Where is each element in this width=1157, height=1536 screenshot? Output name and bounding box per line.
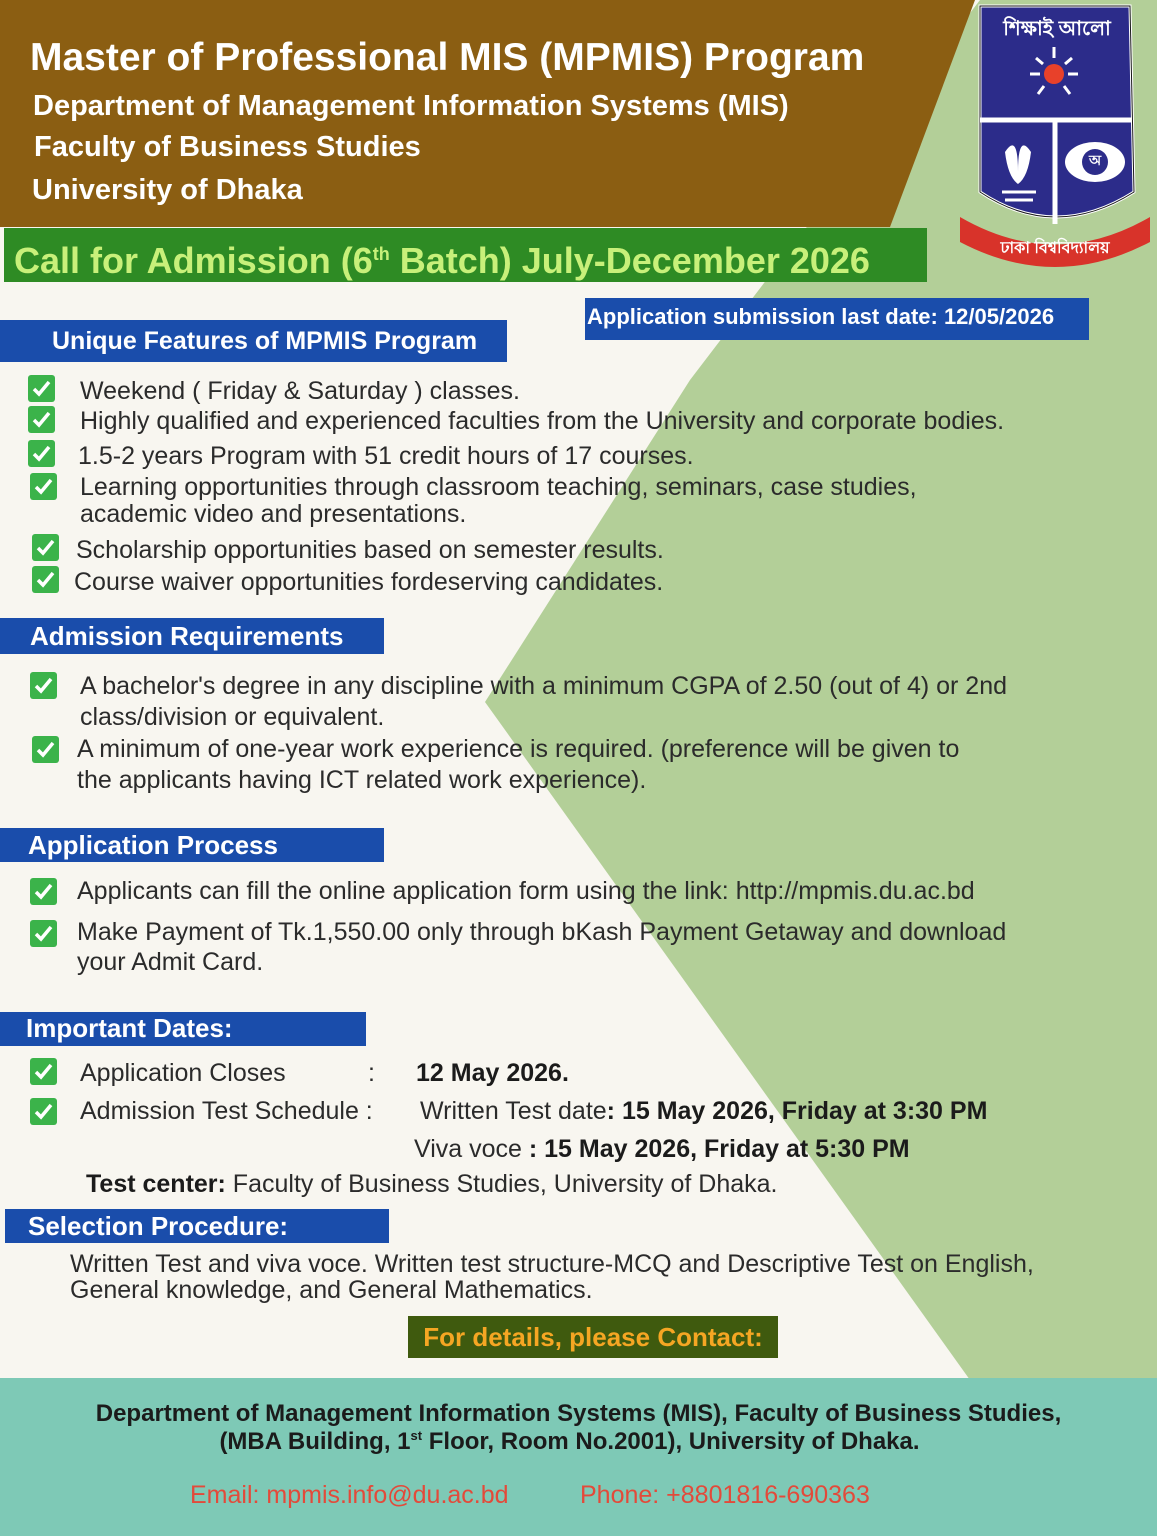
feature-item: 1.5-2 years Program with 51 credit hours of 17 courses. xyxy=(78,442,694,470)
address-part-a: (MBA Building, 1 xyxy=(219,1428,411,1455)
feature-item: Learning opportunities through classroom teaching, seminars, case studies, xyxy=(80,473,917,501)
test-center-label: Test center: xyxy=(86,1170,226,1198)
process-heading: Application Process xyxy=(0,828,384,862)
contact-email: Email: mpmis.info@du.ac.bd xyxy=(190,1481,509,1509)
requirement-item-continued: the applicants having ICT related work experience). xyxy=(77,766,647,794)
banner-prefix: Call for Admission (6 xyxy=(14,240,373,281)
test-center-line xyxy=(86,1169,777,1200)
requirement-item: A bachelor's degree in any discipline with a minimum CGPA of 2.50 (out of 4) or 2nd xyxy=(80,672,1008,700)
dates-heading: Important Dates: xyxy=(0,1012,366,1046)
closes-colon: : xyxy=(368,1059,375,1087)
test-center-value: Faculty of Business Studies, University of Dhaka. xyxy=(225,1170,778,1198)
check-icon xyxy=(32,566,59,593)
feature-item: Highly qualified and experienced faculties from the University and corporate bodies. xyxy=(80,407,1005,435)
admission-banner xyxy=(4,228,927,282)
test-schedule-label: Admission Test Schedule : xyxy=(80,1097,373,1125)
viva-date: : 15 May 2026, Friday at 5:30 PM xyxy=(521,1135,910,1163)
logo-motto: শিক্ষাই আলো xyxy=(1003,18,1111,40)
check-icon xyxy=(30,920,57,947)
contact-phone: Phone: +8801816-690363 xyxy=(580,1481,870,1509)
process-item: Make Payment of Tk.1,550.00 only through bKash Payment Getaway and download xyxy=(77,918,1007,946)
program-title: Master of Professional MIS (MPMIS) Program xyxy=(30,36,865,79)
written-test-label: Written Test date xyxy=(420,1097,607,1125)
check-icon xyxy=(30,1058,57,1085)
check-icon xyxy=(32,736,59,763)
check-icon xyxy=(30,473,57,500)
viva-label: Viva voce xyxy=(414,1135,522,1163)
feature-item: Scholarship opportunities based on semester results. xyxy=(76,536,664,564)
check-icon xyxy=(30,878,57,905)
viva-line xyxy=(414,1134,910,1165)
footer-address-line-1: Department of Management Information Systems (MIS), Faculty of Business Studies, xyxy=(95,1400,1062,1427)
university-logo xyxy=(950,2,1157,270)
feature-item: Course waiver opportunities fordeserving candidates. xyxy=(74,568,664,596)
check-icon xyxy=(30,672,57,699)
check-icon xyxy=(32,534,59,561)
contact-heading: For details, please Contact: xyxy=(408,1316,778,1358)
logo-letter: অ xyxy=(1088,152,1102,168)
feature-item-continued: academic video and presentations. xyxy=(80,500,467,528)
footer-address-line-2 xyxy=(0,1428,1139,1456)
check-icon xyxy=(28,440,55,467)
selection-text-line-2: General knowledge, and General Mathematics. xyxy=(70,1276,593,1304)
department-name: Department of Management Information Systems (MIS) xyxy=(33,90,789,122)
university-name: University of Dhaka xyxy=(32,174,303,206)
check-icon xyxy=(28,375,55,402)
address-sup: st xyxy=(410,1428,423,1443)
logo-ribbon-text: ঢাকা বিশ্ববিদ্যালয় xyxy=(1000,240,1110,257)
check-icon xyxy=(30,1098,57,1125)
banner-suffix: Batch) July-December 2026 xyxy=(389,240,870,281)
requirement-item: A minimum of one-year work experience is required. (preference will be given to xyxy=(77,735,960,763)
requirement-item-continued: class/division or equivalent. xyxy=(80,703,385,731)
requirements-heading: Admission Requirements xyxy=(0,618,384,654)
written-test-line xyxy=(420,1096,987,1127)
closes-date: 12 May 2026. xyxy=(416,1059,569,1087)
check-icon xyxy=(28,406,55,433)
faculty-name: Faculty of Business Studies xyxy=(34,131,421,163)
selection-text-line-1: Written Test and viva voce. Written test structure-MCQ and Descriptive Test on English, xyxy=(70,1250,1034,1278)
selection-heading: Selection Procedure: xyxy=(5,1209,389,1243)
deadline-badge: Application submission last date: 12/05/2026 xyxy=(585,298,1089,340)
written-test-date: : 15 May 2026, Friday at 3:30 PM xyxy=(606,1097,988,1125)
banner-sup: th xyxy=(372,244,390,264)
closes-label: Application Closes xyxy=(80,1059,286,1087)
process-item: Applicants can fill the online application form using the link: http://mpmis.du.ac.bd xyxy=(77,877,975,905)
feature-item: Weekend ( Friday & Saturday ) classes. xyxy=(80,377,520,405)
process-item-continued: your Admit Card. xyxy=(77,948,264,976)
address-part-b: Floor, Room No.2001), University of Dhaka. xyxy=(422,1428,920,1455)
features-heading: Unique Features of MPMIS Program xyxy=(0,320,507,362)
